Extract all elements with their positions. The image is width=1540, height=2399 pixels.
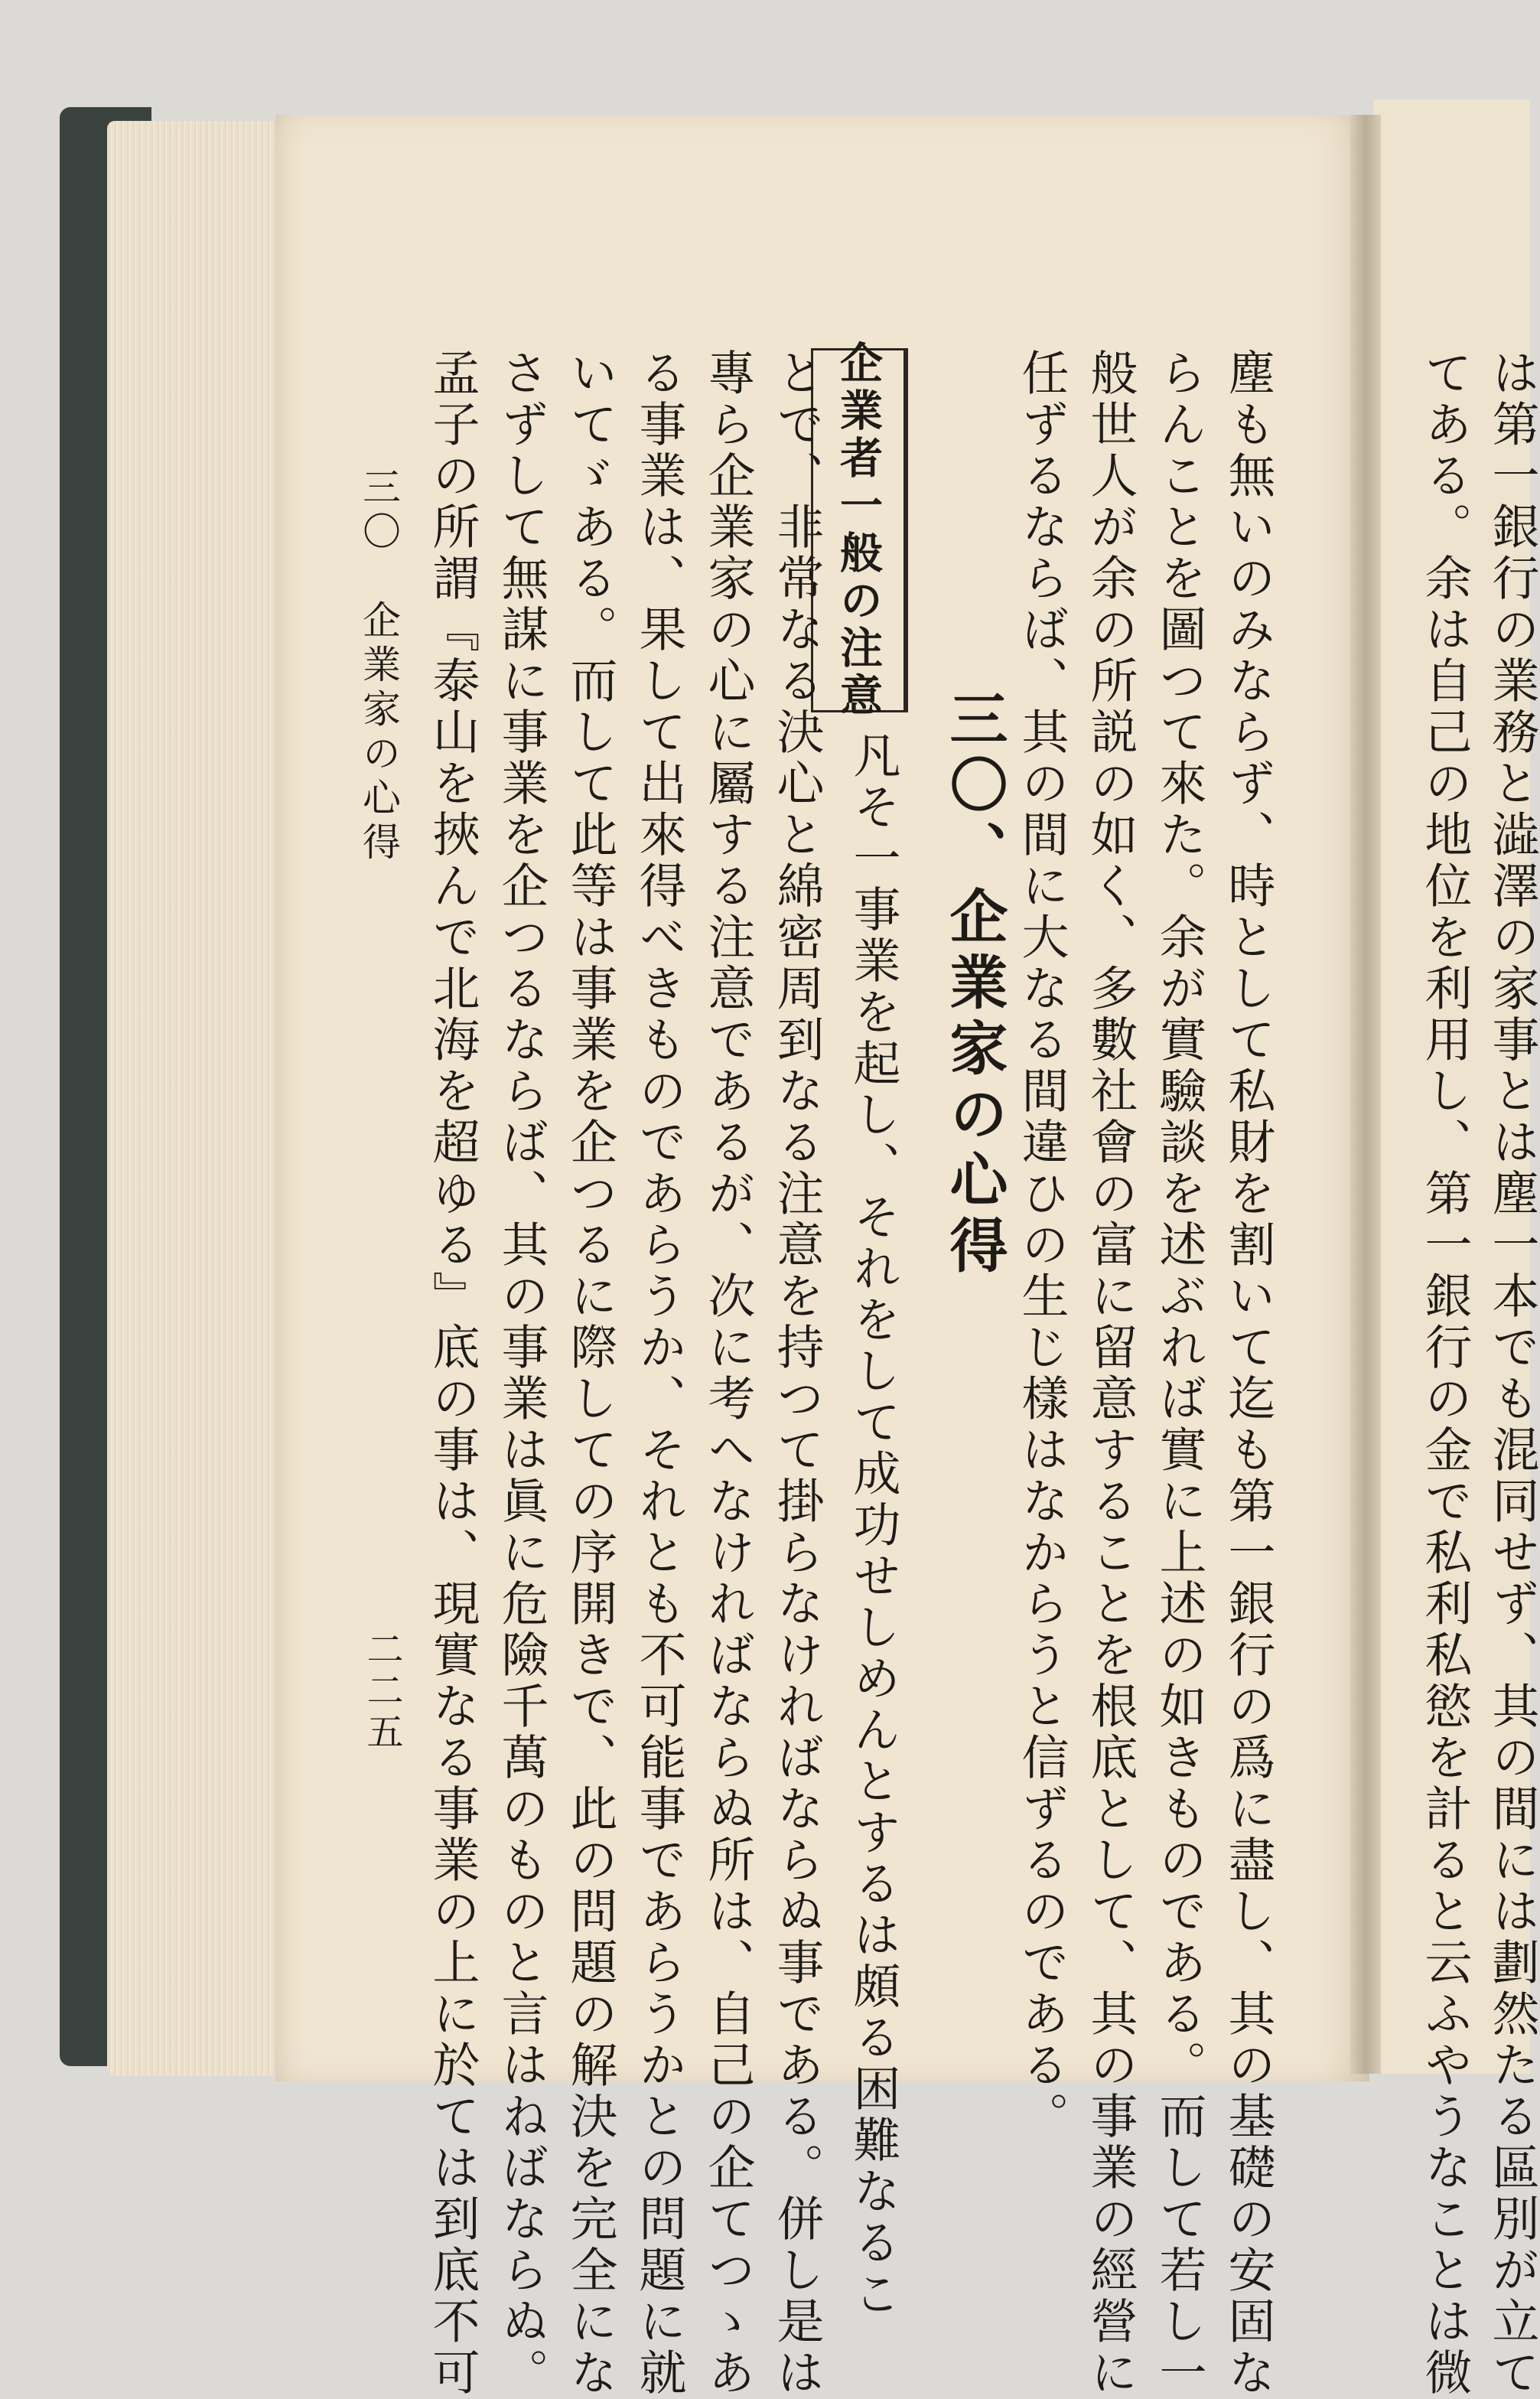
page-number: 二二五 (360, 1630, 403, 1754)
right-page-line-2: てある。余は自己の地位を利用し、第一銀行の金で私利私慾を計ると云ふやうなことは微 (1417, 348, 1473, 2399)
section-line-4: る事業は、果して出來得べきものであらうか、それとも不可能事であらうかとの問題に就 (631, 348, 687, 2399)
section-line-6: さずして無謀に事業を企つるならば、其の事業は眞に危險千萬のものと言はねばならぬ。 (493, 348, 549, 2399)
side-heading: 企業者一般の注意 (833, 341, 884, 720)
page-edges (107, 121, 283, 2076)
body-line-2: らんことを圖つて來た。余が實驗談を述ぶれば實に上述の如きものである。而して若し一 (1151, 348, 1207, 2399)
body-line-1: 塵も無いのみならず、時として私財を割いて迄も第一銀行の爲に盡し、其の基礎の安固な (1220, 348, 1276, 2399)
section-heading: 三〇、企業家の心得 (940, 689, 1008, 1281)
section-line-5: いてゞある。而して此等は事業を企つるに際しての序開きで、此の問題の解決を完全にな (562, 348, 618, 2399)
side-heading-box (811, 341, 908, 720)
section-line-2: とで、非常なる決心と綿密周到なる注意を持つて掛らなければならぬ事である。併し是は (769, 348, 825, 2399)
running-head: 三〇 企業家の心得 (357, 467, 401, 866)
section-line-7: 孟子の所謂『泰山を挾んで北海を超ゆる』底の事は、現實なる事業の上に於ては到底不可 (425, 348, 480, 2399)
body-line-3: 般世人が余の所説の如く、多數社會の富に留意することを根底として、其の事業の經營に (1083, 348, 1138, 2399)
section-line-3: 專ら企業家の心に屬する注意であるが、次に考へなければならぬ所は、自己の企てつゝあ (700, 348, 756, 2399)
book-gutter (1350, 115, 1381, 2074)
section-line-1: 凡そ一事業を起し、それをして成功せしめんとするは頗る困難なるこ (845, 731, 901, 2320)
body-line-4: 任ずるならば、其の間に大なる間違ひの生じ樣はなからうと信ずるのである。 (1014, 348, 1070, 2143)
right-page-line-1: は第一銀行の業務と澁澤の家事とは塵一本でも混同せず、其の間には劃然たる區別が立て (1484, 348, 1540, 2399)
